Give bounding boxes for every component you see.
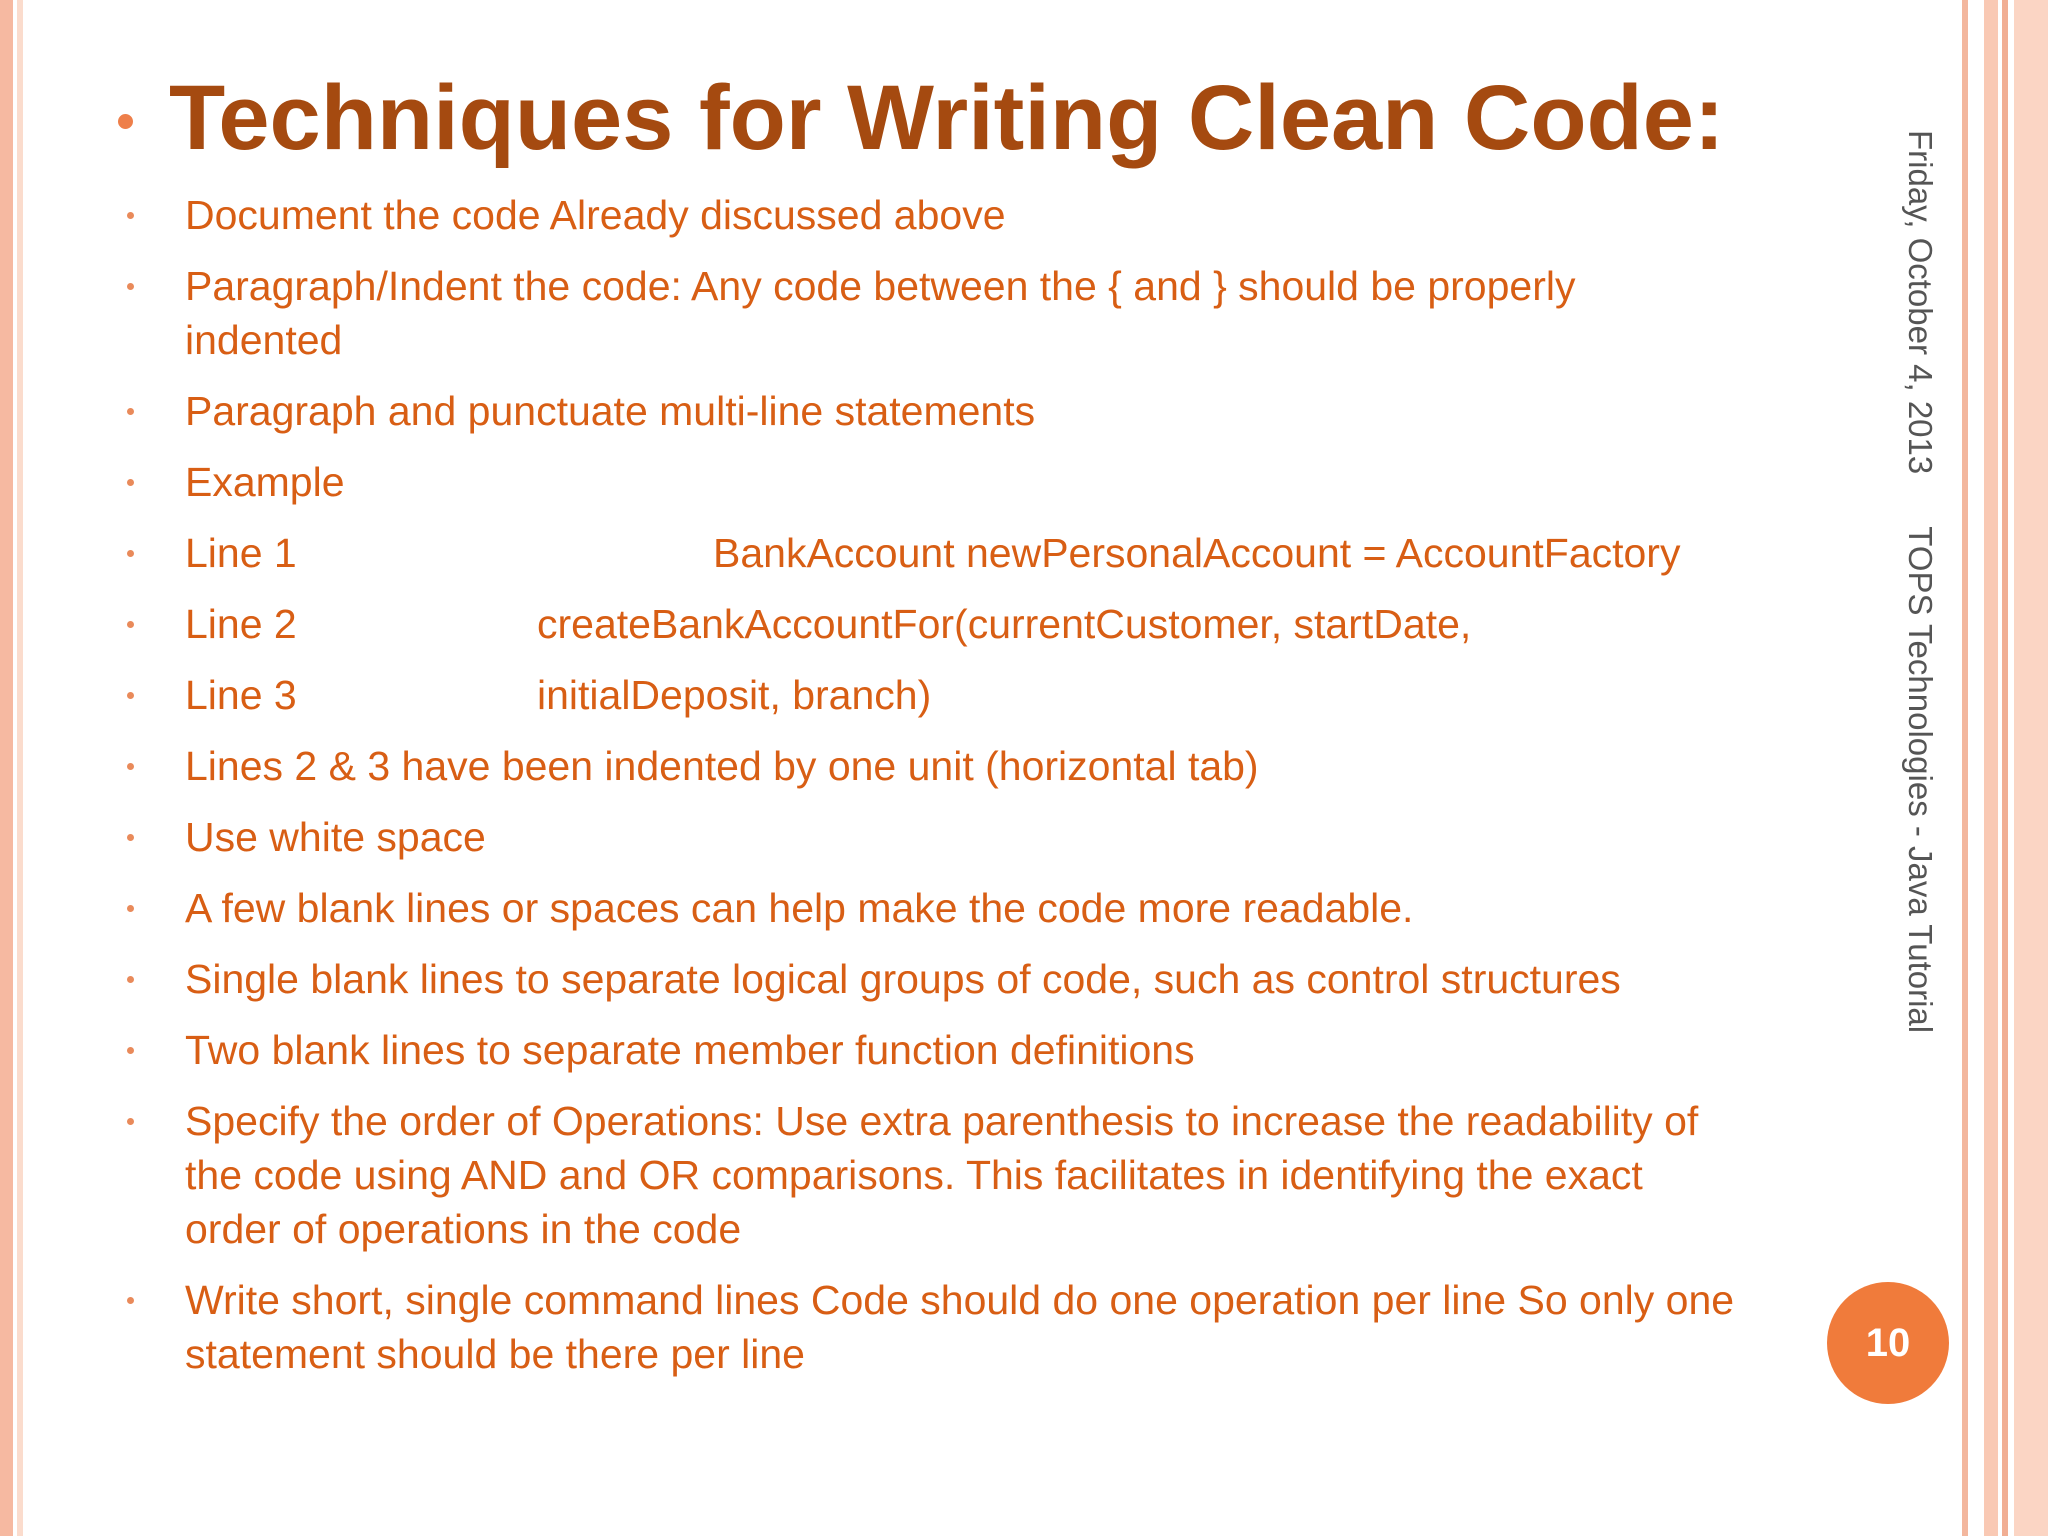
- bullet-text: Document the code Already discussed above: [185, 192, 1006, 238]
- bullet-dot-icon: [127, 479, 134, 486]
- bullet-item: [118, 1023, 1738, 1077]
- right-stripe-2: [1984, 0, 1998, 1536]
- bullet-dot-icon: [127, 408, 134, 415]
- bullet-dot-icon: [127, 1118, 134, 1125]
- page-number-badge: [1827, 1282, 1949, 1404]
- bullet-item: [118, 455, 1738, 509]
- bullet-item: [118, 952, 1738, 1006]
- bullet-dot-icon: [127, 834, 134, 841]
- bullet-dot-icon: [127, 976, 134, 983]
- bullet-text: Specify the order of Operations: Use extra parenthesis to increase the readability of the code using AND and OR comparisons. This facilitates in identifying the exact order of operations in the code: [185, 1098, 1710, 1252]
- page-number: 10: [1865, 1320, 1911, 1365]
- bullet-item: [118, 881, 1738, 935]
- bullet-dot-icon: [127, 763, 134, 770]
- bullet-text: A few blank lines or spaces can help make the code more readable.: [185, 885, 1414, 931]
- bullet-text: Two blank lines to separate member function definitions: [185, 1027, 1195, 1073]
- slide-title: Techniques for Writing Clean Code:: [169, 67, 1725, 169]
- right-stripe-3: [2002, 0, 2008, 1536]
- left-decorative-stripe-inner: [17, 0, 23, 1536]
- bullet-text: Write short, single command lines Code should do one operation per line So only one statement should be there per line: [185, 1277, 1746, 1377]
- right-stripe-4: [2014, 0, 2048, 1536]
- bullet-dot-icon: [127, 692, 134, 699]
- sidebar-vertical-text: [1900, 130, 1940, 1033]
- bullet-item: [118, 810, 1738, 864]
- bullet-item: [118, 188, 1738, 242]
- bullet-list: [118, 188, 1746, 1398]
- title-bullet-icon: [118, 114, 133, 129]
- bullet-text: Single blank lines to separate logical groups of code, such as control structures: [185, 956, 1621, 1002]
- slide-footer: TOPS Technologies - Java Tutorial: [1902, 526, 1939, 1034]
- bullet-item: [118, 1094, 1738, 1256]
- bullet-dot-icon: [127, 905, 134, 912]
- bullet-item: [118, 384, 1738, 438]
- bullet-item: [118, 668, 1738, 722]
- bullet-item: [118, 259, 1738, 367]
- bullet-dot-icon: [127, 621, 134, 628]
- bullet-item: [118, 526, 1738, 580]
- left-decorative-stripe: [0, 0, 13, 1536]
- bullet-dot-icon: [127, 212, 134, 219]
- bullet-text: Paragraph/Indent the code: Any code between the { and } should be properly indented: [185, 263, 1587, 363]
- slide-title-row: [118, 67, 1725, 169]
- bullet-dot-icon: [127, 1047, 134, 1054]
- bullet-text: Line 2 createBankAccountFor(currentCustomer, startDate,: [185, 601, 1472, 647]
- right-stripe-1: [1962, 0, 1968, 1536]
- bullet-text: Paragraph and punctuate multi-line statements: [185, 388, 1036, 434]
- bullet-item: [118, 597, 1738, 651]
- bullet-text: Example: [185, 459, 345, 505]
- bullet-text: Line 3 initialDeposit, branch): [185, 672, 932, 718]
- bullet-text: Line 1 BankAccount newPersonalAccount = AccountFactory: [185, 530, 1681, 576]
- bullet-dot-icon: [127, 283, 134, 290]
- bullet-dot-icon: [127, 1297, 134, 1304]
- bullet-item: [118, 739, 1738, 793]
- slide-date: Friday, October 4, 2013: [1902, 130, 1939, 475]
- bullet-item: [118, 1273, 1746, 1381]
- bullet-text: Use white space: [185, 814, 486, 860]
- bullet-text: Lines 2 & 3 have been indented by one unit (horizontal tab): [185, 743, 1259, 789]
- bullet-dot-icon: [127, 550, 134, 557]
